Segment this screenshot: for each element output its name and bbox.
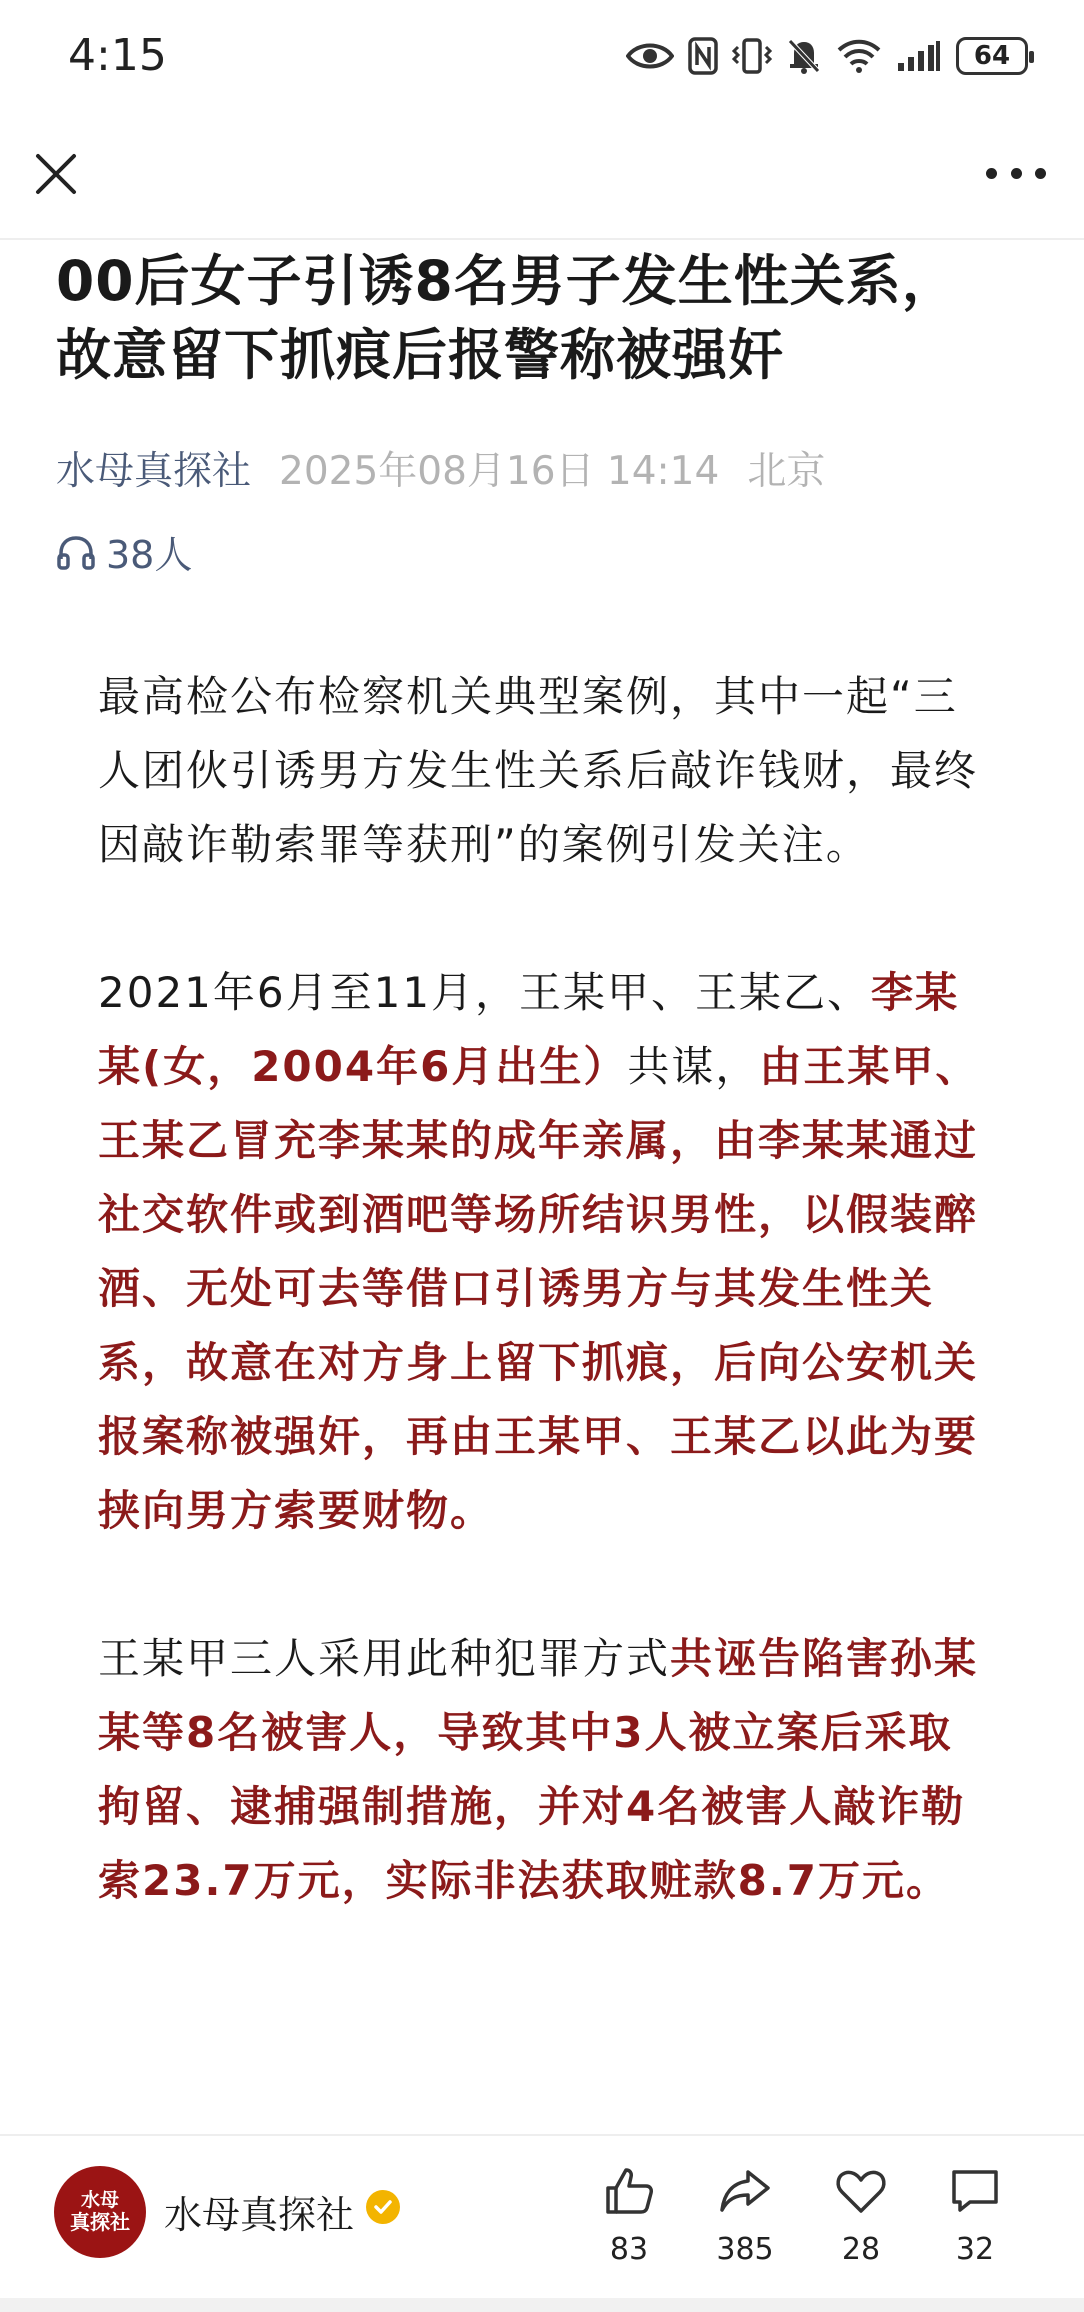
bottom-bar <box>0 2134 1084 2312</box>
close-icon <box>30 148 82 200</box>
more-dots-icon <box>986 168 997 179</box>
title-line-2: 故意留下抓痕后报警称被强奸 <box>56 323 785 387</box>
avatar-text-1: 水母 <box>80 2188 119 2211</box>
listen-button[interactable] <box>56 524 192 579</box>
article-body <box>98 660 988 1992</box>
verified-badge-icon <box>366 2190 400 2224</box>
share-count: 385 <box>716 2232 774 2267</box>
author-link[interactable]: 水母真探社 <box>56 449 252 494</box>
publish-date: 2025年08月16日 14:14 <box>279 449 720 494</box>
eye-icon <box>626 40 674 72</box>
like-count: 83 <box>609 2232 649 2267</box>
heart-icon <box>834 2164 888 2218</box>
p2-highlight-d: 由王某甲、王某乙冒充李某某的成年亲属，由李某某通过社交软件或到酒吧等场所结识男性，以假装醉酒、无处可去等借口引诱男方与其发生性关系，故意在对方身上留下抓痕，后向公安机关报案称被强奸，再由王某甲、王某乙以此为要挟向男方索要财物。 <box>98 1042 980 1535</box>
avatar-text-2: 真探社 <box>70 2210 130 2235</box>
p2-highlight-b: 李某某(女，2004年6月出生） <box>98 968 960 1091</box>
listener-count: 38人 <box>106 533 193 577</box>
status-time: 4:15 <box>68 30 167 81</box>
like-button[interactable] <box>584 2164 674 2267</box>
paragraph-1: 最高检公布检察机关典型案例，其中一起“三人团伙引诱男方发生性关系后敲诈钱财，最终因敲诈勒索罪等获刑”的案例引发关注。 <box>98 672 979 869</box>
status-bar <box>0 0 1084 112</box>
comment-button[interactable] <box>930 2164 1020 2267</box>
thumbs-up-icon <box>602 2164 656 2218</box>
vibrate-icon <box>732 37 772 75</box>
p2-text-a: 2021年6月至11月，王某甲、王某乙、 <box>98 968 872 1017</box>
paragraph-3 <box>98 1622 988 1918</box>
signal-icon <box>896 39 942 73</box>
paragraph-2 <box>98 956 988 1548</box>
nfc-icon <box>688 37 718 75</box>
share-button[interactable] <box>700 2164 790 2267</box>
battery-icon <box>956 37 1028 75</box>
author-avatar[interactable] <box>54 2166 146 2258</box>
favorite-button[interactable] <box>816 2164 906 2267</box>
headphones-icon <box>56 533 96 571</box>
p2-text-c: 共谋， <box>627 1042 760 1091</box>
close-button[interactable] <box>30 148 82 200</box>
p3-highlight-b: 共诬告陷害孙某某等8名被害人，导致其中3人被立案后采取拘留、逮捕强制措施，并对4名被害人敲诈勒索23.7万元，实际非法获取赃款8.7万元。 <box>98 1634 979 1905</box>
article-title <box>56 244 1016 392</box>
more-button[interactable] <box>986 158 1046 188</box>
author-name[interactable]: 水母真探社 <box>164 2193 355 2237</box>
share-icon <box>718 2164 772 2218</box>
article-meta <box>56 440 825 496</box>
comment-count: 32 <box>955 2232 995 2267</box>
p3-text-a: 王某甲三人采用此种犯罪方式 <box>98 1634 671 1683</box>
wifi-icon <box>836 38 882 74</box>
mute-bell-icon <box>786 37 822 75</box>
battery-level: 64 <box>973 41 1011 71</box>
top-nav <box>0 112 1084 240</box>
title-line-1: 00后女子引诱8名男子发生性关系， <box>56 249 958 313</box>
gesture-bar <box>0 2298 1084 2312</box>
comment-icon <box>948 2164 1002 2218</box>
publish-location: 北京 <box>747 449 826 494</box>
favorite-count: 28 <box>841 2232 881 2267</box>
status-icons <box>626 30 1028 82</box>
